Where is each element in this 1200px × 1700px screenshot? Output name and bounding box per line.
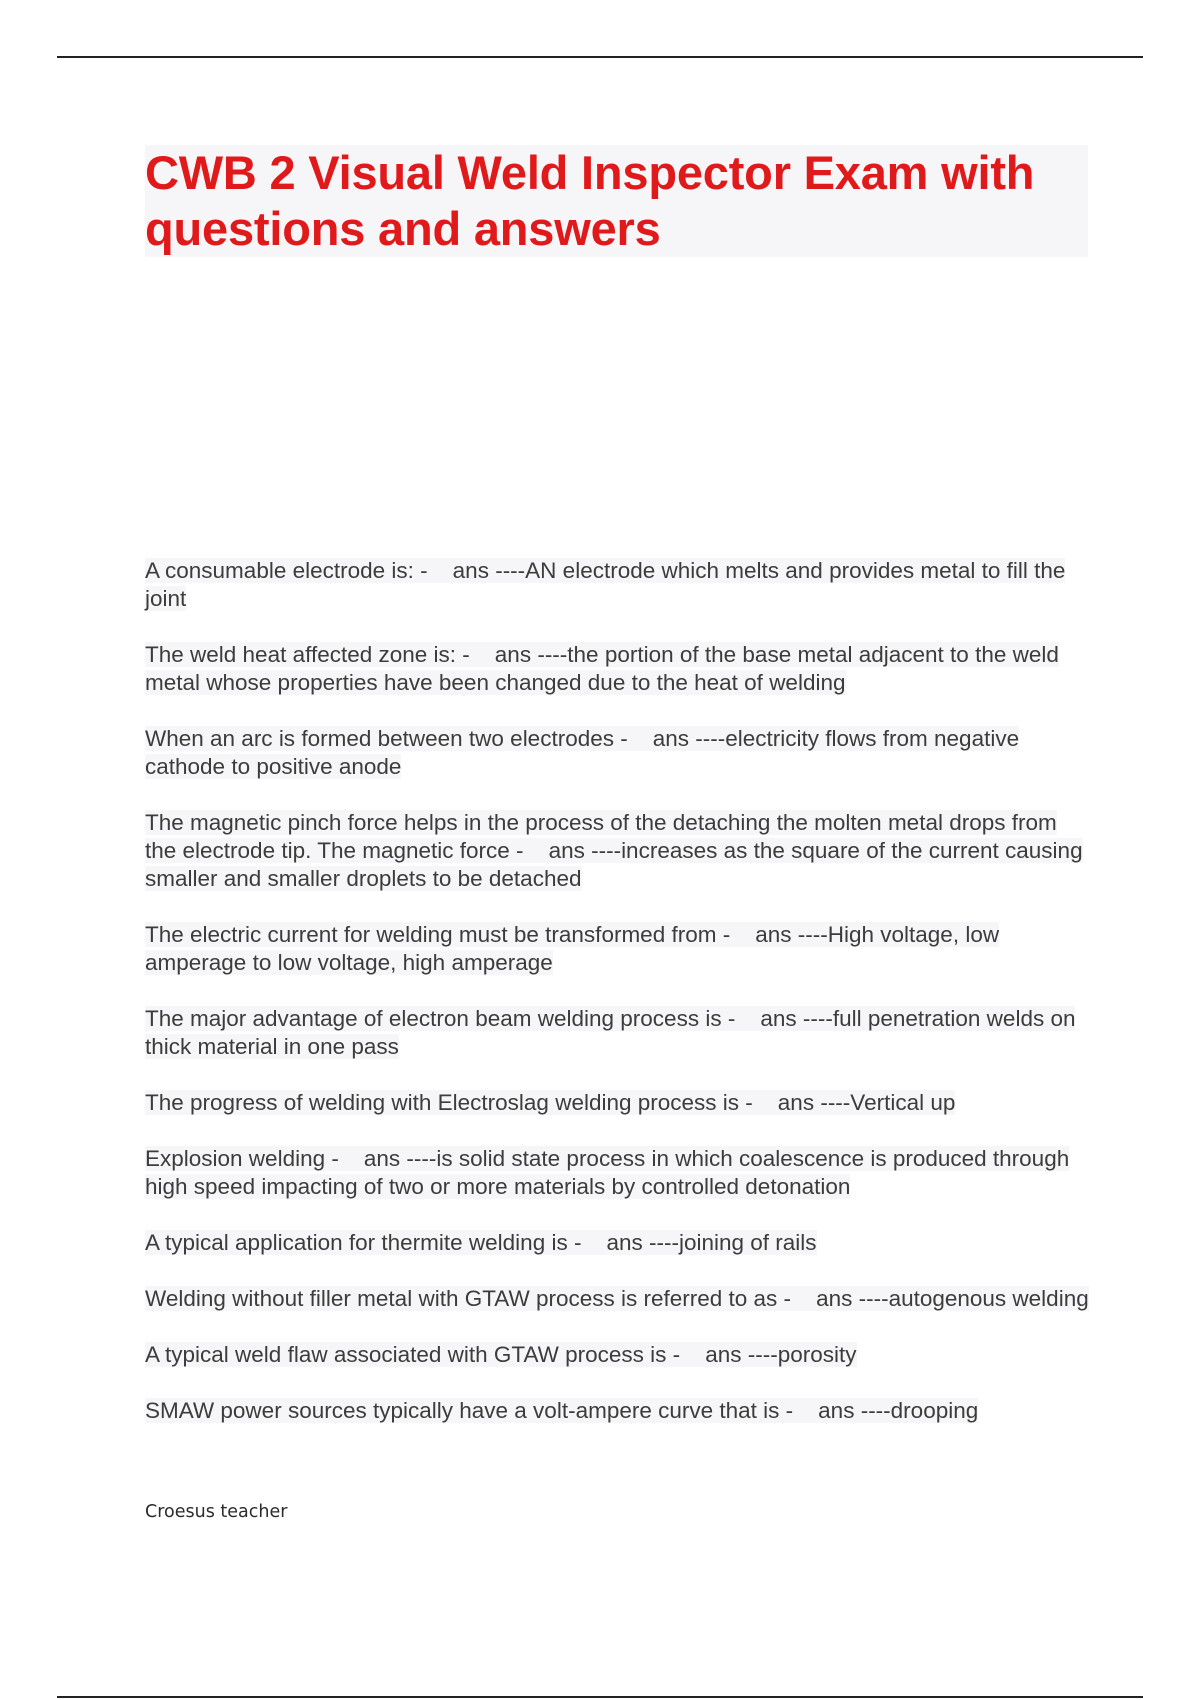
qa-answer-marker: ans ---- [777, 1090, 851, 1115]
qa-question: A consumable electrode is: - [145, 558, 428, 583]
qa-answer: AN electrode which melts and provides metal to fill the joint [145, 558, 1066, 611]
page-title: CWB 2 Visual Weld Inspector Exam with questions and answers [145, 146, 1035, 255]
qa-answer: electricity flows from negative cathode to positive anode [145, 726, 1020, 779]
qa-answer-marker: ans ---- [548, 838, 622, 863]
qa-item [145, 1145, 1090, 1201]
qa-answer: High voltage, low amperage to low voltage, high amperage [145, 922, 1000, 975]
qa-question: The progress of welding with Electroslag welding process is - [145, 1090, 753, 1115]
qa-answer: full penetration welds on thick material in one pass [145, 1006, 1076, 1059]
qa-answer-marker: ans ---- [494, 642, 568, 667]
qa-answer-marker: ans ---- [816, 1286, 889, 1311]
qa-answer: increases as the square of the current causing smaller and smaller droplets to be detached [145, 838, 1083, 891]
qa-question: The major advantage of electron beam welding process is - [145, 1006, 736, 1031]
qa-item [145, 921, 1090, 977]
qa-item-highlight [145, 1230, 817, 1255]
qa-answer-marker: ans ---- [452, 558, 526, 583]
qa-item [145, 641, 1090, 697]
qa-item [145, 725, 1090, 781]
qa-item [145, 1397, 1090, 1425]
qa-answer: joining of rails [678, 1230, 817, 1255]
qa-item [145, 1341, 1090, 1369]
qa-question: A typical application for thermite welding is - [145, 1230, 582, 1255]
qa-item [145, 1285, 1090, 1313]
qa-answer-marker: ans ---- [755, 922, 828, 947]
qa-item-highlight [145, 1090, 955, 1115]
qa-answer: is solid state process in which coalescence is produced through high speed impacting of two or more materials by controlled detonation [145, 1146, 1070, 1199]
qa-item-highlight [145, 922, 999, 975]
qa-item [145, 557, 1090, 613]
qa-question: The electric current for welding must be transformed from - [145, 922, 731, 947]
qa-item-highlight [145, 558, 1065, 611]
qa-list [145, 557, 1090, 1453]
qa-item-highlight [145, 726, 1019, 779]
qa-item-highlight [145, 1342, 857, 1367]
qa-item-highlight [145, 1146, 1069, 1199]
qa-item [145, 1005, 1090, 1061]
qa-question: When an arc is formed between two electrodes - [145, 726, 628, 751]
bottom-rule [57, 1696, 1143, 1698]
qa-item-highlight [145, 1286, 1089, 1311]
qa-answer-marker: ans ---- [363, 1146, 437, 1171]
top-rule [57, 56, 1143, 58]
qa-item [145, 1089, 1090, 1117]
qa-answer-marker: ans ---- [652, 726, 726, 751]
qa-item-highlight [145, 642, 1059, 695]
qa-answer: autogenous welding [888, 1286, 1089, 1311]
qa-question: Explosion welding - [145, 1146, 339, 1171]
qa-item-highlight [145, 810, 1083, 891]
qa-answer-marker: ans ---- [760, 1006, 833, 1031]
qa-item [145, 1229, 1090, 1257]
qa-item [145, 809, 1090, 893]
qa-question: Welding without filler metal with GTAW process is referred to as - [145, 1286, 792, 1311]
qa-answer: drooping [890, 1398, 979, 1423]
qa-answer-marker: ans ---- [606, 1230, 679, 1255]
title-block [145, 145, 1088, 257]
qa-answer-marker: ans ---- [818, 1398, 891, 1423]
qa-question: The weld heat affected zone is: - [145, 642, 470, 667]
qa-item-highlight [145, 1398, 978, 1423]
qa-item-highlight [145, 1006, 1075, 1059]
qa-question: A typical weld flaw associated with GTAW process is - [145, 1342, 681, 1367]
qa-answer: porosity [777, 1342, 857, 1367]
qa-question: The magnetic pinch force helps in the process of the detaching the molten metal drops from the electrode tip. The magnetic force - [145, 810, 1057, 863]
qa-answer: Vertical up [850, 1090, 956, 1115]
footer-author: Croesus teacher [145, 1502, 288, 1522]
qa-answer-marker: ans ---- [705, 1342, 778, 1367]
qa-answer: the portion of the base metal adjacent to the weld metal whose properties have been changed due to the heat of welding [145, 642, 1059, 695]
qa-question: SMAW power sources typically have a volt-ampere curve that is - [145, 1398, 794, 1423]
